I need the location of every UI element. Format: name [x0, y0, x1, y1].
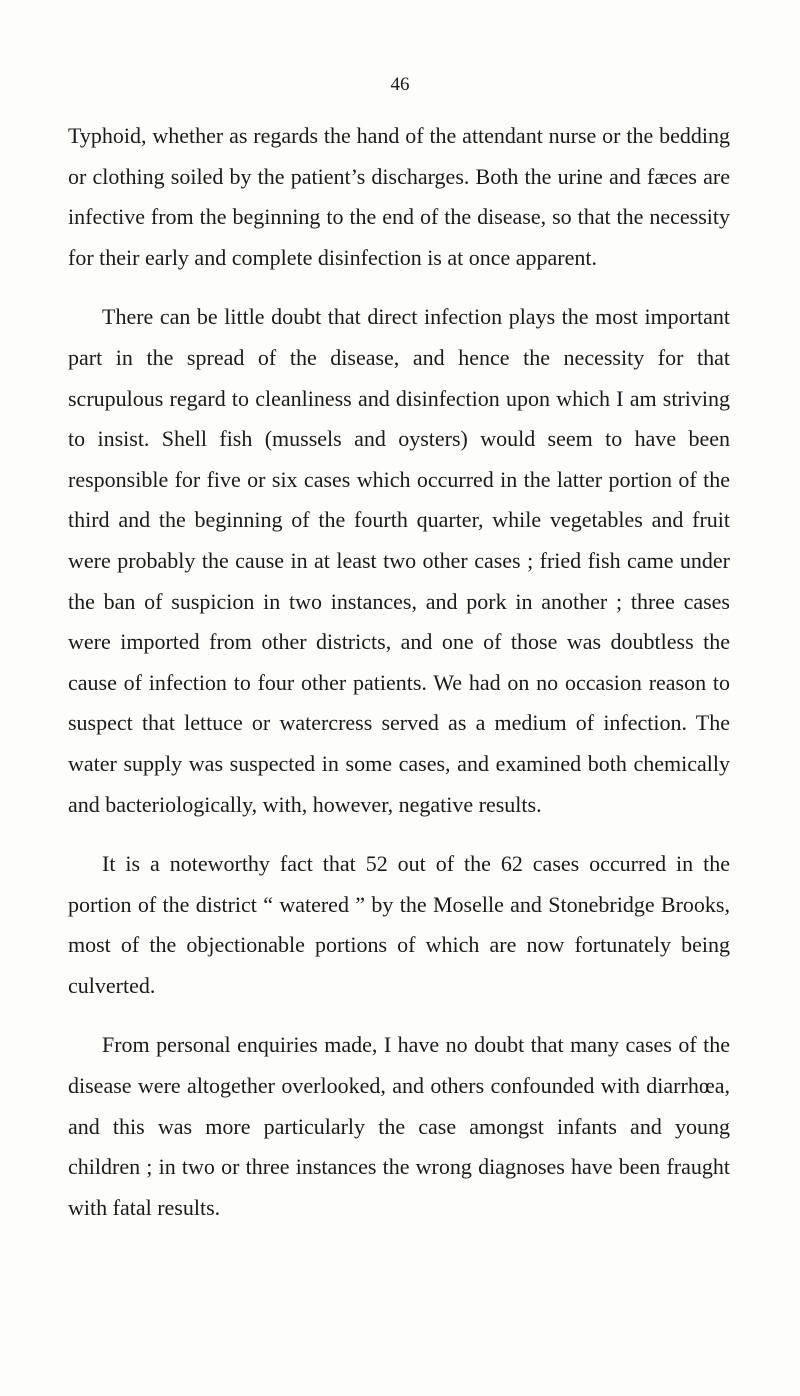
- paragraph-spacer: [68, 278, 730, 297]
- paragraph-spacer: [68, 825, 730, 844]
- paragraph-spacer: [68, 1006, 730, 1025]
- body-text: [68, 116, 730, 1228]
- paragraph-watered-district: It is a noteworthy fact that 52 out of the 62 cases occurred in the portion of the district “ watered ” by the Moselle and Stonebridge Brooks, most of the objectionable portions of which are now fortunately being culverted.: [68, 851, 730, 998]
- paragraph-direct-infection: There can be little doubt that direct infection plays the most important part in the spread of the disease, and hence the necessity for that scrupulous regard to cleanliness and disinfection upon which I am striving to insist. Shell fish (mussels and oysters) would seem to have been responsible for five or six cases which occurred in the latter portion of the third and the beginning of the fourth quarter, while vegetables and fruit were probably the cause in at least two other cases ; fried fish came under the ban of suspicion in two instances, and pork in another ; three cases were imported from other districts, and one of those was doubtless the cause of infection to four other patients. We had on no occasion reason to suspect that lettuce or watercress served as a medium of infection. The water supply was suspected in some cases, and examined both chemically and bacteriologically, with, however, negative results.: [68, 304, 730, 817]
- page-number: 46: [390, 74, 410, 95]
- paragraph-personal-enquiries: From personal enquiries made, I have no doubt that many cases of the disease were altogether overlooked, and others confounded with diarrhœa, and this was more particularly the case amongst infants and young children ; in two or three instances the wrong diagnoses have been fraught with fatal results.: [68, 1032, 730, 1220]
- paragraph-continuation: Typhoid, whether as regards the hand of the attendant nurse or the bedding or clothing soiled by the patient’s discharges. Both the urine and fæces are infective from the beginning to the end of the disease, so that the necessity for their early and complete disinfection is at once apparent.: [68, 123, 730, 270]
